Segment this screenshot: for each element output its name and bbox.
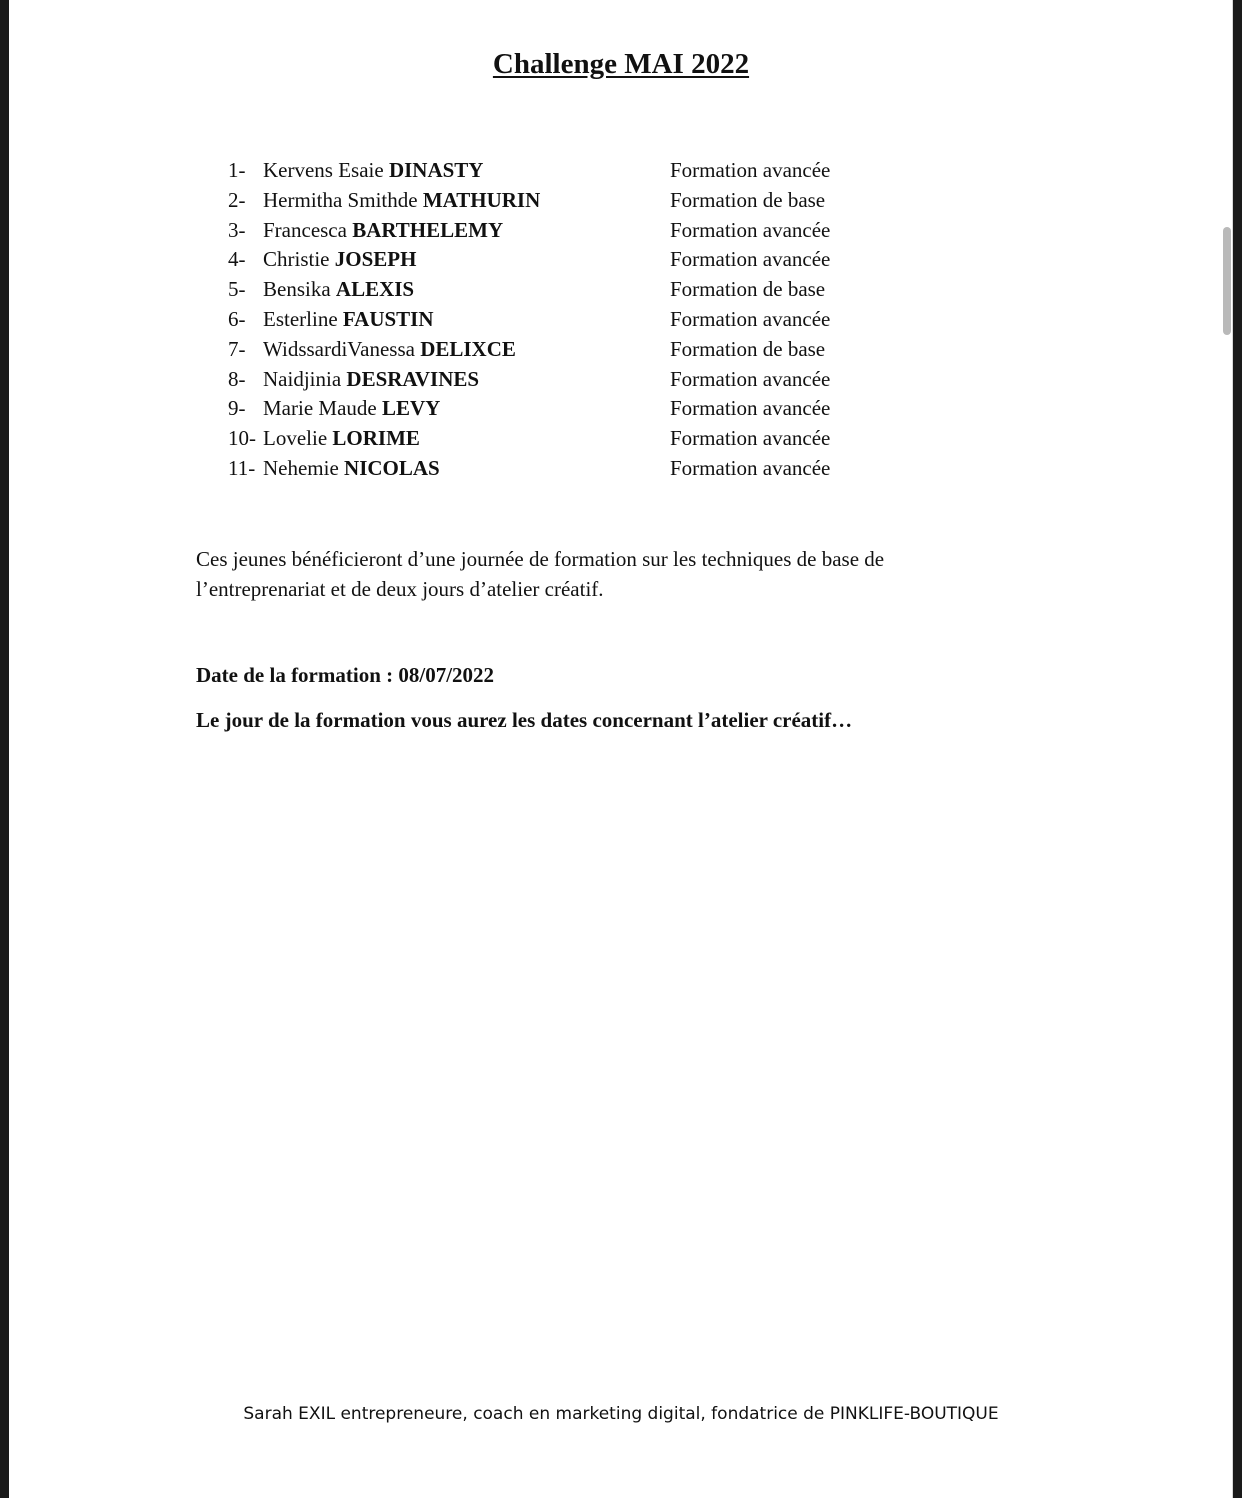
item-number: 11-: [228, 455, 256, 480]
left-edge: [0, 0, 9, 1498]
last-name: BARTHELEMY: [352, 217, 504, 242]
training-level: Formation avancée: [670, 366, 831, 391]
training-level: Formation avancée: [670, 396, 831, 421]
participant-name: [263, 305, 434, 335]
last-name: DESRAVINES: [346, 366, 480, 391]
first-name: Esterline: [263, 306, 338, 331]
last-name: JOSEPH: [334, 247, 417, 272]
last-name: FAUSTIN: [342, 306, 434, 331]
last-name: LORIME: [332, 426, 420, 451]
item-number: 7-: [228, 336, 246, 361]
participant-name: [263, 454, 440, 484]
participant-name: [263, 186, 540, 216]
first-name: WidssardiVanessa: [263, 336, 415, 361]
participant-name: [263, 156, 483, 186]
item-number: 10-: [228, 426, 256, 451]
workshop-note: Le jour de la formation vous aurez les dates concernant l’atelier créatif…: [196, 708, 853, 732]
first-name: Nehemie: [263, 455, 339, 480]
training-level: Formation de base: [670, 277, 826, 302]
participant-name: [263, 245, 416, 275]
page-title: Challenge MAI 2022: [492, 48, 750, 80]
first-name: Christie: [263, 247, 330, 272]
description-paragraph: Ces jeunes bénéficieront d’une journée de formation sur les techniques de base de l’entreprenariat et de deux jours d’atelier créatif.: [196, 547, 885, 601]
participant-name: [263, 275, 414, 305]
first-name: Francesca: [263, 217, 347, 242]
right-edge: [1233, 0, 1242, 1498]
last-name: ALEXIS: [335, 277, 415, 302]
training-level: Formation avancée: [670, 217, 831, 242]
training-level: Formation avancée: [670, 426, 831, 451]
training-level: Formation avancée: [670, 247, 831, 272]
item-number: 2-: [228, 187, 246, 212]
participant-name: [263, 335, 516, 365]
participant-name: [263, 424, 420, 454]
first-name: Lovelie: [263, 426, 328, 451]
training-date: Date de la formation : 08/07/2022: [196, 663, 495, 687]
training-level: Formation de base: [670, 336, 826, 361]
last-name: DINASTY: [388, 158, 484, 182]
participant-name: [263, 216, 503, 246]
first-name: Kervens Esaie: [263, 158, 384, 182]
item-number: 1-: [228, 158, 246, 182]
scrollbar-thumb[interactable]: [1223, 227, 1231, 335]
item-number: 6-: [228, 306, 246, 331]
participant-name: [263, 365, 479, 395]
item-number: 4-: [228, 247, 246, 272]
last-name: MATHURIN: [422, 187, 541, 212]
item-number: 3-: [228, 217, 246, 242]
training-level: Formation avancée: [670, 306, 831, 331]
first-name: Naidjinia: [263, 366, 342, 391]
item-number: 5-: [228, 277, 246, 302]
item-number: 8-: [228, 366, 246, 391]
first-name: Bensika: [263, 277, 331, 302]
training-level: Formation de base: [670, 187, 826, 212]
last-name: DELIXCE: [420, 336, 516, 361]
first-name: Hermitha Smithde: [263, 187, 418, 212]
participant-name: [263, 394, 440, 424]
training-level: Formation avancée: [670, 455, 831, 480]
item-number: 9-: [228, 396, 246, 421]
first-name: Marie Maude: [263, 396, 377, 421]
footer-signature: Sarah EXIL entrepreneure, coach en marketing digital, fondatrice de PINKLIFE-BOUTIQUE: [243, 1404, 999, 1424]
last-name: LEVY: [381, 396, 441, 421]
training-level: Formation avancée: [670, 158, 831, 182]
last-name: NICOLAS: [344, 455, 440, 480]
